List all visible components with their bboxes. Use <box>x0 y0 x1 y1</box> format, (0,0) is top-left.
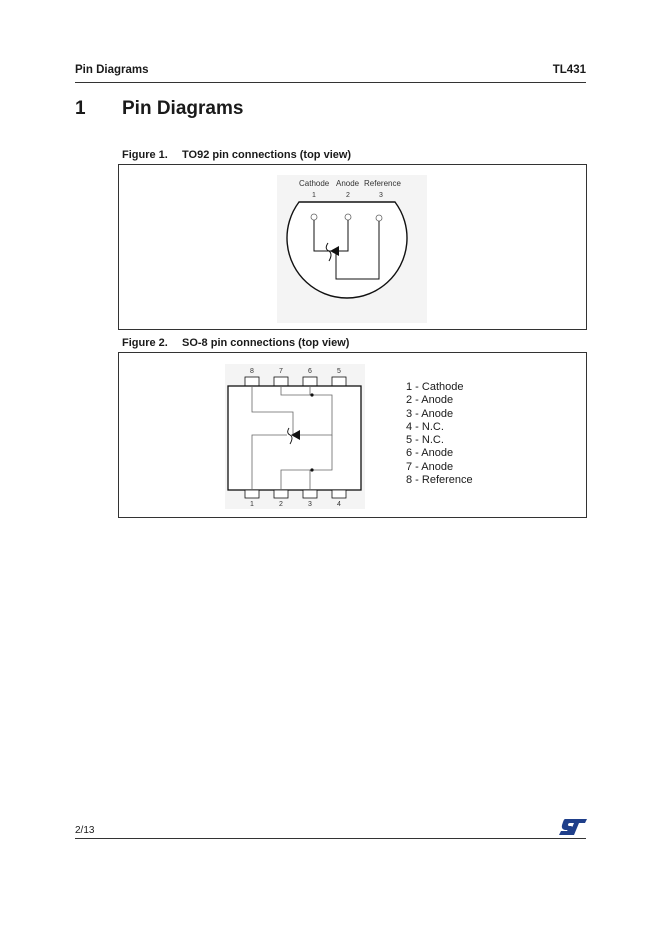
header-rule <box>75 82 586 83</box>
legend-item: 4 - N.C. <box>406 420 444 433</box>
so8-pin-label-2: 2 <box>279 501 283 508</box>
so8-pin-8 <box>245 377 259 386</box>
pin-name-anode: Anode <box>336 179 360 188</box>
so8-diagram <box>225 364 365 509</box>
legend-item: 1 - Cathode <box>406 381 464 393</box>
figure2-label: Figure 2. <box>122 337 168 349</box>
pin-name-cathode: Cathode <box>299 179 330 188</box>
page-number: 2/13 <box>75 825 95 836</box>
so8-pin-label-7: 7 <box>279 368 283 375</box>
junction-bottom-icon <box>310 468 313 471</box>
figure1-caption <box>122 149 352 161</box>
to92-pin-number-2: 2 <box>346 192 350 199</box>
running-header-section: Pin Diagrams <box>75 64 149 76</box>
figure1-label: Figure 1. <box>122 149 168 161</box>
to92-pin-2 <box>345 214 351 220</box>
so8-pin-label-8: 8 <box>250 368 254 375</box>
so8-pin-5 <box>332 377 346 386</box>
figure2-caption <box>122 337 350 349</box>
so8-pin-7 <box>274 377 288 386</box>
pin-name-reference: Reference <box>364 179 401 188</box>
legend-item: 3 - Anode <box>406 407 454 420</box>
figure2-title: SO-8 pin connections (top view) <box>182 337 350 349</box>
legend-item: 7 - Anode <box>406 460 454 473</box>
so8-pin-4 <box>332 490 346 498</box>
legend-item: 8 - Reference <box>406 474 473 487</box>
legend-item: 2 - Anode <box>406 394 454 407</box>
so8-pin-1 <box>245 490 259 498</box>
so8-pin-2 <box>274 490 288 498</box>
so8-pin-label-6: 6 <box>308 368 312 375</box>
so8-pin-label-5: 5 <box>337 368 341 375</box>
st-logo-icon <box>558 818 588 836</box>
section-number: 1 <box>75 98 86 119</box>
legend-item: 5 - N.C. <box>406 434 444 447</box>
to92-pin-1 <box>311 214 317 220</box>
footer-rule <box>75 838 586 839</box>
to92-pin-number-3: 3 <box>379 192 383 199</box>
to92-diagram <box>277 175 427 323</box>
so8-pin-3 <box>303 490 317 498</box>
legend-item: 6 - Anode <box>406 447 454 460</box>
so8-pin-label-1: 1 <box>250 501 254 508</box>
junction-top-icon <box>310 393 313 396</box>
so8-pin-legend <box>406 381 473 487</box>
so8-pin-label-4: 4 <box>337 501 341 508</box>
so8-package-body <box>228 386 361 490</box>
to92-pin-number-1: 1 <box>312 192 316 199</box>
running-header-part: TL431 <box>552 64 586 76</box>
figure1-title: TO92 pin connections (top view) <box>182 149 352 161</box>
st-logo-shape <box>559 819 587 835</box>
to92-pin-3 <box>376 215 382 221</box>
so8-pin-label-3: 3 <box>308 501 312 508</box>
section-title: Pin Diagrams <box>122 98 244 119</box>
so8-pin-6 <box>303 377 317 386</box>
